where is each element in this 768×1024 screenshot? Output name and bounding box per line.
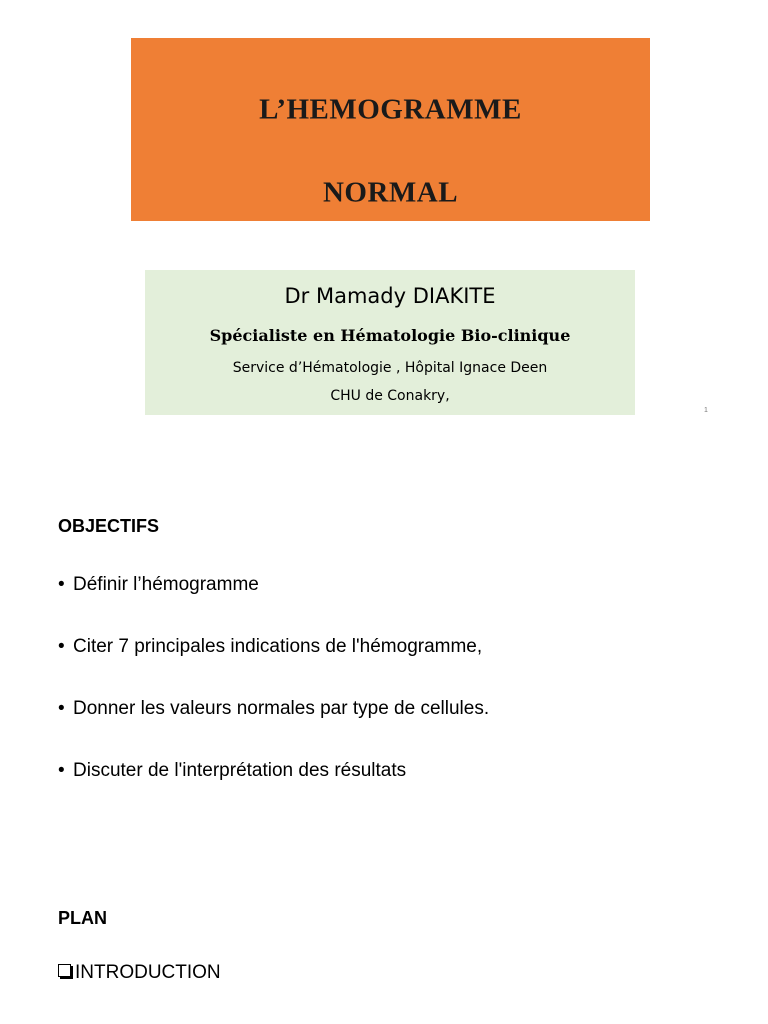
objectif-item: [58, 574, 259, 596]
objectif-text: Donner les valeurs normales par type de cellules.: [73, 698, 490, 719]
bullet-icon: •: [58, 760, 65, 781]
objectif-text: Définir l’hémogramme: [73, 574, 259, 595]
objectif-text: Citer 7 principales indications de l'hémogramme,: [73, 636, 483, 657]
bullet-icon: •: [58, 636, 65, 657]
author-box: [145, 270, 635, 415]
title-line-2: NORMAL: [322, 176, 459, 209]
bullet-icon: •: [58, 698, 65, 719]
bullet-icon: •: [58, 574, 65, 595]
objectif-text: Discuter de l'interprétation des résultats: [73, 760, 407, 781]
author-name: Dr Mamady DIAKITE: [284, 284, 496, 308]
objectifs-heading: OBJECTIFS: [58, 516, 160, 536]
author-specialty: Spécialiste en Hématologie Bio-clinique: [209, 326, 571, 345]
page-number: 1: [704, 407, 708, 414]
objectif-item: [58, 698, 489, 720]
plan-heading: PLAN: [58, 908, 107, 928]
plan-item: [58, 962, 221, 984]
author-service: Service d’Hématologie , Hôpital Ignace Deen: [232, 360, 548, 376]
plan-item-text: INTRODUCTION: [75, 962, 221, 983]
title-line-1: L’HEMOGRAMME: [259, 93, 522, 126]
objectif-item: [58, 636, 482, 658]
title-banner: [131, 38, 650, 221]
author-institution: CHU de Conakry,: [330, 388, 450, 404]
objectif-item: [58, 760, 406, 782]
checkbox-icon: [58, 964, 71, 977]
